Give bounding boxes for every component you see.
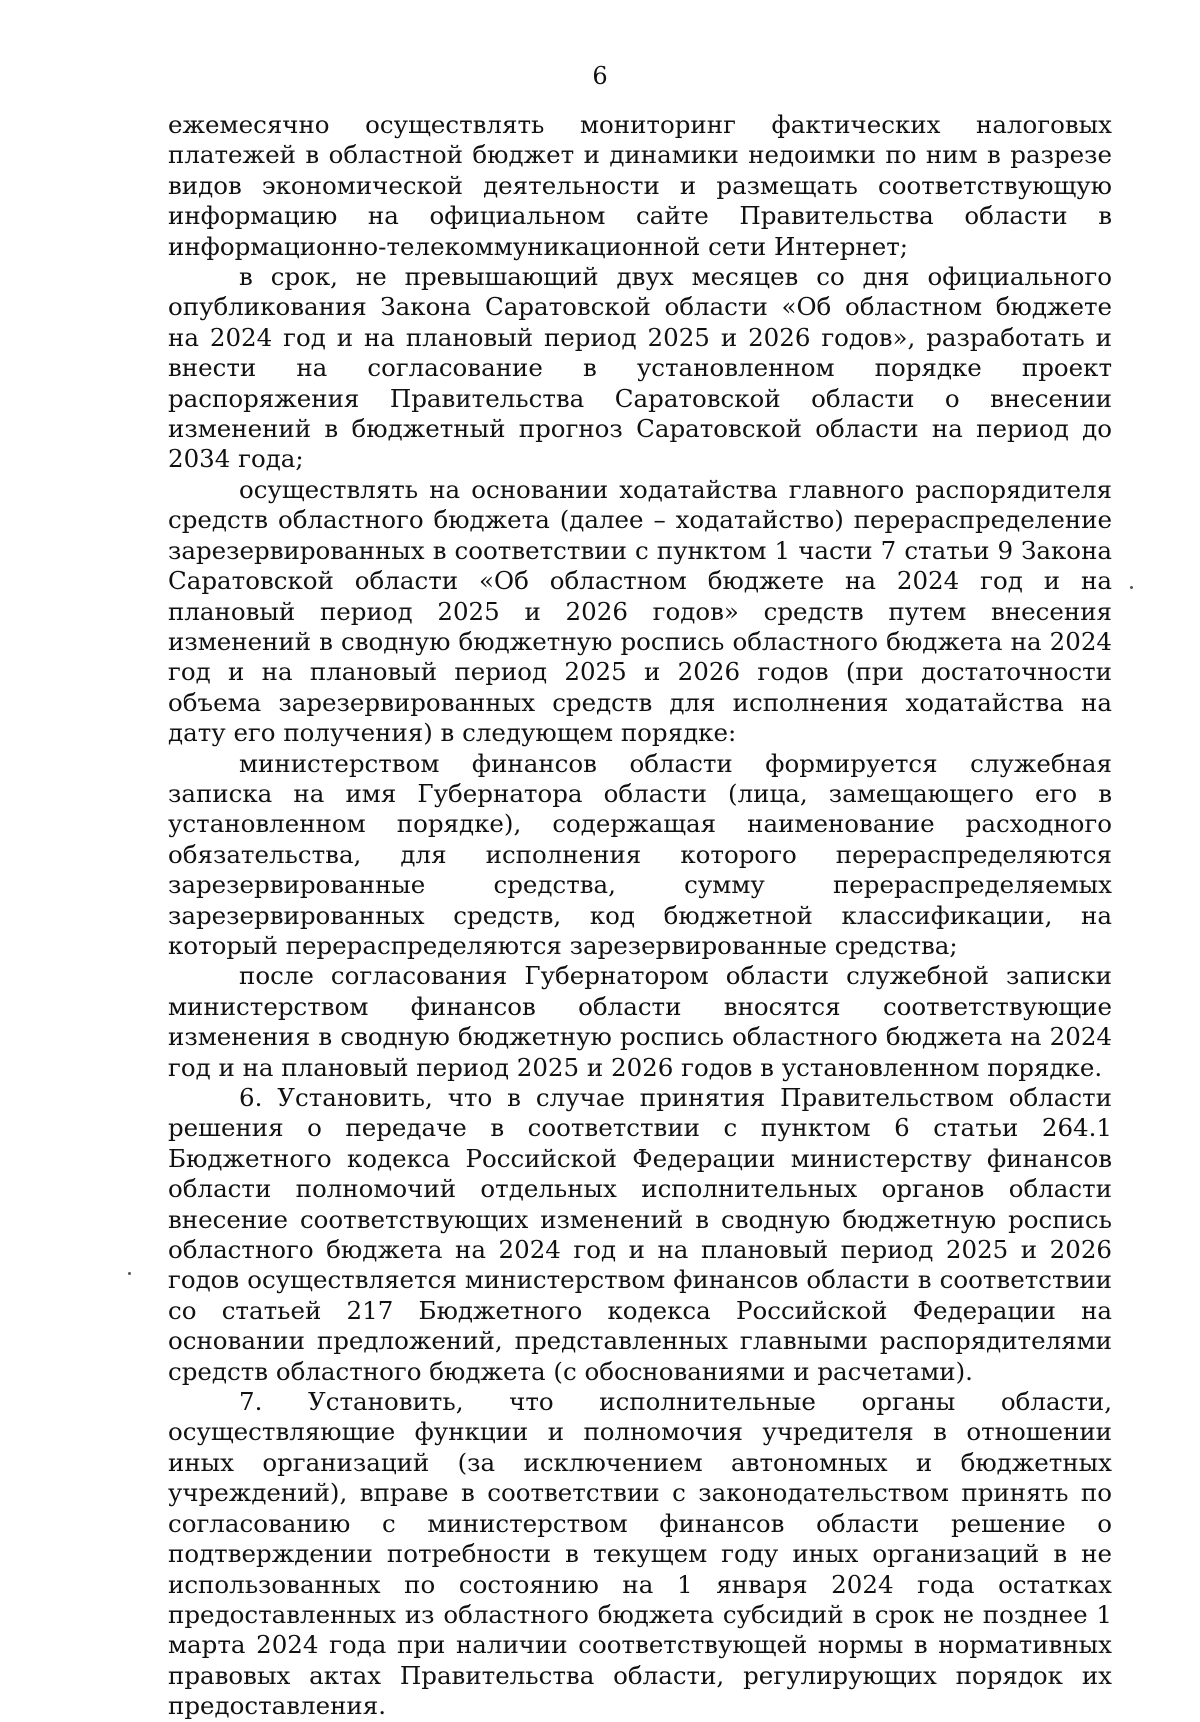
paragraph-budget-forecast: в срок, не превышающий двух месяцев со дня официального опубликования Закона Саратовской области «Об областном бюджете на 2024 год и на плановый период 2025 и 2026 годов», разработать и внести на согласование в установленном порядке проект распоряжения Правительства Саратовской области о внесении изменений в бюджетный прогноз Саратовской области на период до 2034 года;	[168, 262, 1112, 474]
paragraph-memo: министерством финансов области формируется служебная записка на имя Губернатора области (лица, замещающего его в установленном порядке), содержащая наименование расходного обязательства, для исполнения которого перераспределяются зарезервированные средства, сумму перераспределяемых зарезервированных средств, код бюджетной классификации, на который перераспределяются зарезервированные средства;	[168, 748, 1112, 960]
paragraph-item-7: 7. Установить, что исполнительные органы области, осуществляющие функции и полномочия учредителя в отношении иных организаций (за исключением автономных и бюджетных учреждений), вправе в соответствии с законодательством принять по согласованию с министерством финансов области решение о подтверждении потребности в текущем году иных организаций в не использованных по состоянию на 1 января 2024 года остатках предоставленных из областного бюджета субсидий в срок не позднее 1 марта 2024 года при наличии соответствующей нормы в нормативных правовых актах Правительства области, регулирующих порядок их предоставления.	[168, 1387, 1112, 1721]
scan-speck	[128, 1272, 131, 1275]
page-number: 6	[592, 62, 608, 90]
paragraph-approval: после согласования Губернатором области служебной записки министерством финансов области вносятся соответствующие изменения в сводную бюджетную роспись областного бюджета на 2024 год и на плановый период 2025 и 2026 годов в установленном порядке.	[168, 961, 1112, 1082]
document-body	[168, 110, 1112, 1722]
paragraph-redistribution: осуществлять на основании ходатайства главного распорядителя средств областного бюджета (далее – ходатайство) перераспределение зарезервированных в соответствии с пунктом 1 части 7 статьи 9 Закона Саратовской области «Об областном бюджете на 2024 год и на плановый период 2025 и 2026 годов» средств путем внесения изменений в сводную бюджетную роспись областного бюджета на 2024 год и на плановый период 2025 и 2026 годов (при достаточности объема зарезервированных средств для исполнения ходатайства на дату его получения) в следующем порядке:	[168, 474, 1112, 748]
scan-speck	[1130, 586, 1133, 589]
paragraph-item-6: 6. Установить, что в случае принятия Правительством области решения о передаче в соответствии с пунктом 6 статьи 264.1 Бюджетного кодекса Российской Федерации министерству финансов области полномочий отдельных исполнительных органов области внесение соответствующих изменений в сводную бюджетную роспись областного бюджета на 2024 год и на плановый период 2025 и 2026 годов осуществляется министерством финансов области в соответствии со статьей 217 Бюджетного кодекса Российской Федерации на основании предложений, представленных главными распорядителями средств областного бюджета (с обоснованиями и расчетами).	[168, 1083, 1112, 1386]
paragraph-monitoring: ежемесячно осуществлять мониторинг фактических налоговых платежей в областной бюджет и динамики недоимки по ним в разрезе видов экономической деятельности и размещать соответствующую информацию на официальном сайте Правительства области в информационно-телекоммуникационной сети Интернет;	[168, 110, 1112, 261]
